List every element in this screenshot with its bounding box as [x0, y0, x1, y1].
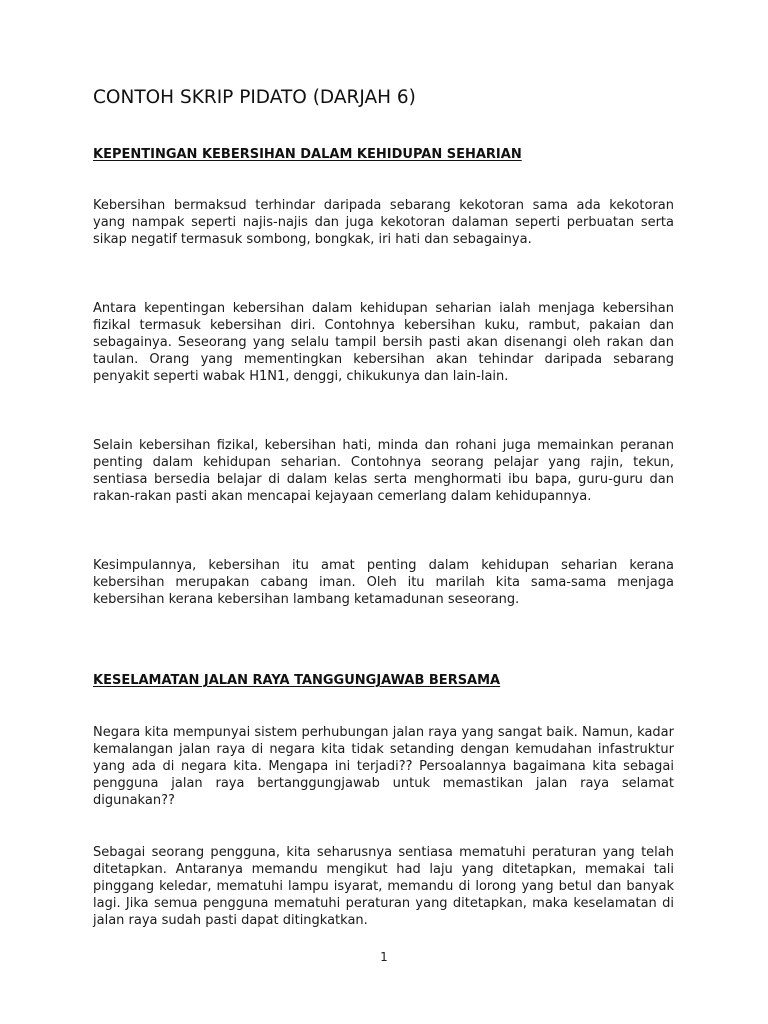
- paragraph: Negara kita mempunyai sistem perhubungan jalan raya yang sangat baik. Namun, kadar kemalangan jalan raya di negara kita tidak setanding dengan kemudahan infastruktur yang ada di negara kita. Mengapa ini terjadi?? Persoalannya bagaimana kita sebagai pengguna jalan raya bertanggungjawab untuk memastikan jalan raya selamat digunakan??: [93, 725, 674, 808]
- document-title: CONTOH SKRIP PIDATO (DARJAH 6): [93, 87, 416, 108]
- paragraph: Kebersihan bermaksud terhindar daripada sebarang kekotoran sama ada kekotoran yang nampak seperti najis-najis dan juga kekotoran dalaman seperti perbuatan serta sikap negatif termasuk sombong, bongkak, iri hati dan sebagainya.: [93, 198, 674, 247]
- section-heading-kebersihan: KEPENTINGAN KEBERSIHAN DALAM KEHIDUPAN SEHARIAN: [93, 147, 522, 162]
- paragraph: Sebagai seorang pengguna, kita seharusnya sentiasa mematuhi peraturan yang telah ditetapkan. Antaranya memandu mengikut had laju yang ditetapkan, memakai tali pinggang keledar, mematuhi lampu isyarat, memandu di lorong yang betul dan banyak lagi. Jika semua pengguna mematuhi peraturan yang ditetapkan, maka keselamatan di jalan raya sudah pasti dapat ditingkatkan.: [93, 845, 674, 928]
- paragraph: Kesimpulannya, kebersihan itu amat penting dalam kehidupan seharian kerana kebersihan merupakan cabang iman. Oleh itu marilah kita sama-sama menjaga kebersihan kerana kebersihan lambang ketamadunan seseorang.: [93, 558, 674, 607]
- paragraph: Antara kepentingan kebersihan dalam kehidupan seharian ialah menjaga kebersihan fizikal termasuk kebersihan diri. Contohnya kebersihan kuku, rambut, pakaian dan sebagainya. Seseorang yang selalu tampil bersih pasti akan disenangi oleh rakan dan taulan. Orang yang mementingkan kebersihan akan tehindar daripada sebarang penyakit seperti wabak H1N1, denggi, chikukunya dan lain-lain.: [93, 301, 674, 384]
- page-number: 1: [380, 950, 388, 964]
- paragraph: Selain kebersihan fizikal, kebersihan hati, minda dan rohani juga memainkan peranan penting dalam kehidupan seharian. Contohnya seorang pelajar yang rajin, tekun, sentiasa bersedia belajar di dalam kelas serta menghormati ibu bapa, guru-guru dan rakan-rakan pasti akan mencapai kejayaan cemerlang dalam kehidupannya.: [93, 438, 674, 504]
- section-heading-keselamatan: KESELAMATAN JALAN RAYA TANGGUNGJAWAB BERSAMA: [93, 673, 501, 688]
